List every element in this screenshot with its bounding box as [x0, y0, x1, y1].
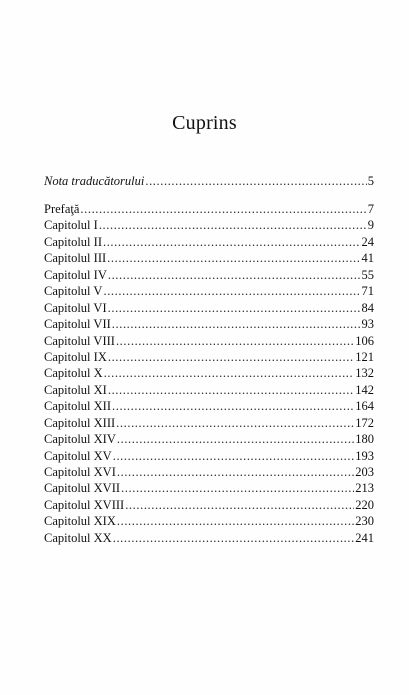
dot-leader	[108, 267, 361, 283]
toc-entry-page-number: 55	[361, 267, 374, 282]
toc-entry-page-number: 220	[355, 497, 374, 512]
toc-entry-label: Capitolul II	[44, 234, 102, 249]
toc-entry-page-number: 180	[355, 432, 374, 447]
dot-leader	[116, 333, 354, 349]
toc-entry-page-number: 172	[355, 415, 374, 430]
toc-entry[interactable]	[44, 448, 374, 464]
toc-entry-page-number: 84	[361, 300, 374, 315]
toc-entry[interactable]	[44, 333, 374, 349]
toc-entry-label: Capitolul XIV	[44, 432, 116, 447]
toc-entry-label: Capitolul III	[44, 251, 107, 266]
toc-entry-label: Capitolul XVII	[44, 481, 121, 496]
dot-leader	[99, 217, 367, 233]
toc-entry-label: Capitolul XIII	[44, 415, 116, 430]
dot-leader	[108, 300, 361, 316]
dot-leader	[112, 398, 354, 414]
toc-entry-page-number: 132	[355, 366, 374, 381]
toc-entry-page-number: 93	[361, 317, 374, 332]
toc-entry-label: Capitolul IV	[44, 267, 107, 282]
toc-entry-page-number: 71	[361, 284, 374, 299]
dot-leader	[108, 382, 354, 398]
toc-entry-page-number: 203	[355, 465, 374, 479]
toc-entry-label: Capitolul XX	[44, 530, 112, 545]
toc-entry[interactable]	[44, 530, 374, 546]
dot-leader	[108, 349, 354, 365]
dot-leader	[103, 234, 361, 250]
toc-entry-label: Capitolul VI	[44, 300, 107, 315]
dot-leader	[107, 250, 360, 266]
toc-entry[interactable]	[44, 250, 374, 266]
toc-entry[interactable]	[44, 201, 374, 217]
toc-entry[interactable]	[44, 398, 374, 414]
toc-entry[interactable]	[44, 300, 374, 316]
toc-entry-page-number: 106	[355, 333, 374, 348]
toc-entry-label: Capitolul V	[44, 284, 103, 299]
toc-entry-label: Capitolul XIX	[44, 514, 116, 529]
toc-entry-label: Capitolul X	[44, 366, 103, 381]
toc-entry-page-number: 241	[355, 530, 374, 545]
toc-entry[interactable]	[44, 234, 374, 250]
toc-entry-page-number: 7	[367, 202, 374, 216]
toc-entry[interactable]	[44, 382, 374, 398]
toc-entry-page-number: 213	[355, 481, 374, 496]
dot-leader	[113, 530, 355, 546]
dot-leader	[117, 431, 354, 447]
toc-entry[interactable]	[44, 431, 374, 447]
toc-entry-label: Capitolul VII	[44, 317, 111, 332]
toc-entry[interactable]	[44, 513, 374, 529]
toc-entry-page-number: 24	[361, 234, 374, 249]
toc-entry[interactable]	[44, 283, 374, 299]
toc-entry[interactable]	[44, 480, 374, 496]
toc-entry-page-number: 230	[355, 514, 374, 529]
toc-entry-page-number: 142	[355, 382, 374, 397]
toc-entry-label: Capitolul XII	[44, 399, 112, 414]
page-title: Cuprins	[172, 112, 237, 134]
toc-entry-translator-note[interactable]	[44, 173, 374, 189]
toc-entry[interactable]	[44, 267, 374, 283]
toc-entry-label: Capitolul XI	[44, 382, 107, 397]
toc-entry[interactable]	[44, 349, 374, 365]
toc-entry[interactable]	[44, 365, 374, 381]
table-of-contents	[44, 201, 374, 546]
dot-leader	[117, 464, 354, 480]
toc-entry-label: Capitolul I	[44, 218, 98, 233]
dot-leader	[145, 173, 366, 189]
toc-entry-label: Nota traducătorului	[44, 174, 145, 188]
toc-entry-label: Capitolul XV	[44, 448, 112, 463]
dot-leader	[121, 480, 354, 496]
dot-leader	[103, 283, 360, 299]
toc-entry-label: Capitolul XVI	[44, 465, 116, 479]
dot-leader	[112, 316, 361, 332]
dot-leader	[80, 201, 366, 217]
toc-note-section	[44, 173, 374, 189]
toc-entry-page-number: 193	[355, 448, 374, 463]
toc-entry[interactable]	[44, 464, 374, 480]
toc-entry-page-number: 121	[355, 349, 374, 364]
dot-leader	[113, 448, 355, 464]
dot-leader	[117, 513, 354, 529]
dot-leader	[104, 365, 355, 381]
toc-entry-page-number: 9	[367, 218, 374, 233]
toc-entry-page-number: 5	[367, 174, 374, 188]
dot-leader	[125, 497, 354, 513]
toc-entry[interactable]	[44, 497, 374, 513]
toc-entry-label: Capitolul XVIII	[44, 497, 125, 512]
toc-entry[interactable]	[44, 415, 374, 431]
dot-leader	[116, 415, 354, 431]
toc-entry[interactable]	[44, 217, 374, 233]
toc-entry-page-number: 164	[355, 399, 374, 414]
toc-entry-label: Capitolul VIII	[44, 333, 115, 348]
toc-entry[interactable]	[44, 316, 374, 332]
toc-entry-label: Prefaţă	[44, 202, 80, 216]
toc-entry-page-number: 41	[361, 251, 374, 266]
toc-entry-label: Capitolul IX	[44, 349, 107, 364]
